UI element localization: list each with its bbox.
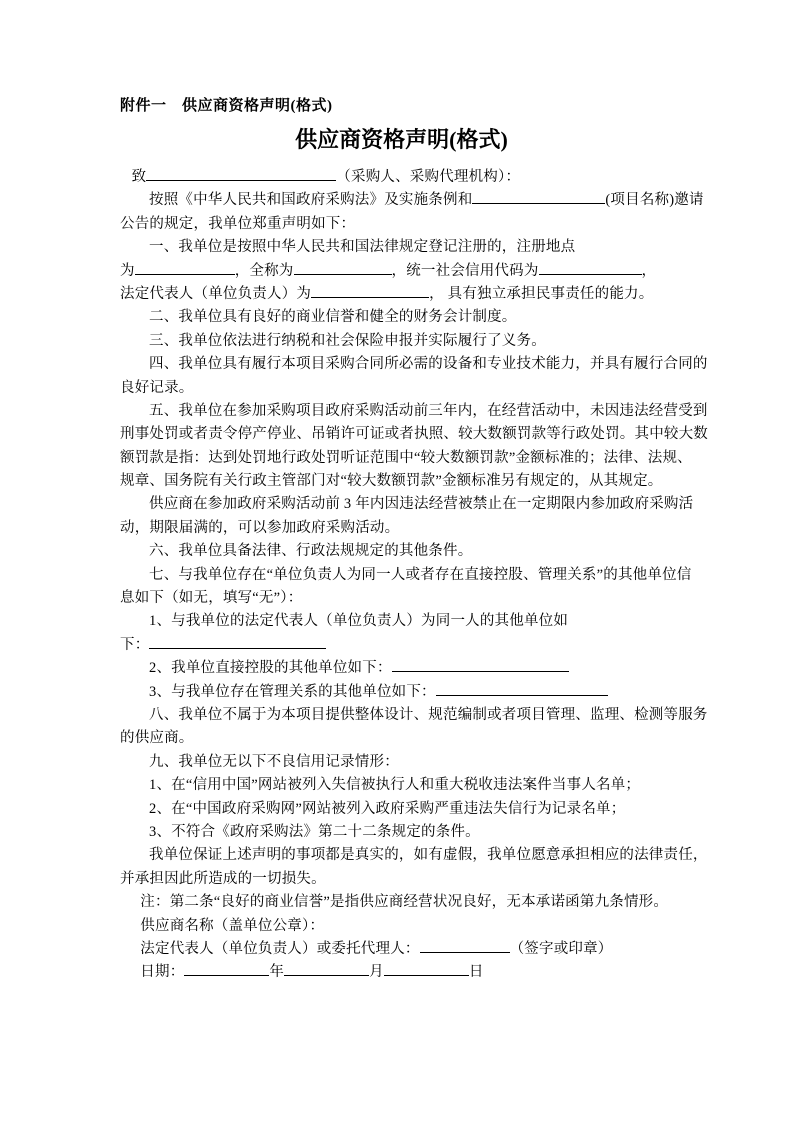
text-run: 2、在“中国政府采购网”网站被列入政府采购严重违法失信行为记录名单； bbox=[149, 800, 626, 817]
blank-field bbox=[284, 962, 369, 976]
document-line bbox=[120, 540, 683, 563]
text-run: 并承担因此所造成的一切损失。 bbox=[120, 870, 326, 887]
text-run: 的供应商。 bbox=[120, 730, 194, 747]
document-line bbox=[120, 915, 683, 938]
document-line bbox=[120, 938, 683, 961]
document-lines bbox=[120, 166, 708, 985]
blank-field bbox=[384, 962, 469, 976]
text-run: （采购人、采购代理机构）： bbox=[336, 169, 521, 185]
document-line bbox=[120, 961, 683, 984]
document-line bbox=[120, 798, 683, 821]
text-run: 1、与我单位的法定代表人（单位负责人）为同一人的其他单位如 bbox=[149, 613, 569, 630]
document-line bbox=[120, 821, 683, 844]
blank-field bbox=[149, 635, 326, 649]
text-run: ， bbox=[641, 262, 657, 279]
document-line bbox=[120, 727, 683, 750]
text-run: 规章、国务院有关行政主管部门对“较大数额罚款”金额标准另有规定的，从其规定。 bbox=[120, 473, 663, 490]
attachment-heading: 附件一 供应商资格声明(格式) bbox=[120, 98, 333, 114]
blank-field bbox=[184, 962, 269, 976]
document-line bbox=[120, 774, 683, 797]
document-line bbox=[120, 868, 683, 891]
document-line bbox=[120, 751, 683, 774]
document-line bbox=[120, 564, 692, 587]
page-title: 供应商资格声明(格式) bbox=[295, 127, 508, 152]
document-line bbox=[120, 634, 683, 657]
document-line bbox=[120, 681, 683, 704]
text-run: 日 bbox=[468, 964, 484, 981]
text-run: ，全称为 bbox=[234, 262, 294, 279]
document-line bbox=[120, 447, 692, 470]
document-line bbox=[120, 587, 683, 610]
document-line bbox=[120, 260, 683, 283]
text-run: 二、我单位具有良好的商业信誉和健全的财务会计制度。 bbox=[149, 309, 517, 326]
text-run: 月 bbox=[369, 964, 384, 981]
blank-field bbox=[392, 658, 569, 672]
blank-field bbox=[420, 939, 510, 953]
text-run: 3、与我单位存在管理关系的其他单位如下： bbox=[149, 683, 436, 700]
text-run: 2、我单位直接控股的其他单位如下： bbox=[149, 660, 392, 677]
document-line bbox=[120, 283, 683, 306]
document-line bbox=[120, 400, 708, 423]
document-line bbox=[120, 470, 683, 493]
text-run: 年 bbox=[269, 964, 285, 981]
text-run: 额罚款是指：达到处罚地行政处罚听证范围中“较大数额罚款”金额标准的；法律、法规、 bbox=[120, 449, 692, 466]
text-run: 我单位保证上述声明的事项都是真实的，如有虚假，我单位愿意承担相应的法律责任， bbox=[149, 847, 708, 864]
text-run: （签字或印章） bbox=[509, 940, 613, 957]
text-run: 刑事处罚或者责令停产停业、吊销许可证或者执照、较大数额罚款等行政处罚。其中较大数 bbox=[120, 426, 708, 443]
text-run: 注：第二条“良好的商业信誉”是指供应商经营状况良好，无本承诺函第九条情形。 bbox=[140, 894, 669, 911]
text-run: 法定代表人（单位负责人）或委托代理人： bbox=[140, 940, 420, 957]
text-run: 日期： bbox=[140, 964, 185, 981]
document-line bbox=[120, 657, 683, 680]
text-run: 七、与我单位存在“单位负责人为同一人或者存在直接控股、管理关系”的其他单位信 bbox=[149, 566, 692, 583]
text-run: ，统一社会信用代码为 bbox=[391, 262, 539, 279]
document-line bbox=[120, 610, 683, 633]
document-line bbox=[120, 517, 683, 540]
blank-field bbox=[472, 190, 605, 204]
document-line bbox=[120, 236, 683, 259]
document-line bbox=[120, 189, 704, 212]
text-run: 致 bbox=[131, 169, 147, 185]
text-run: 为 bbox=[120, 262, 135, 279]
text-run: 按照《中华人民共和国政府采购法》及实施条例和 bbox=[149, 192, 473, 209]
text-run: 八、我单位不属于为本项目提供整体设计、规范编制或者项目管理、监理、检测等服务 bbox=[149, 706, 708, 723]
text-run: 公告的规定，我单位郑重声明如下： bbox=[120, 215, 356, 232]
text-run: (项目名称)邀请 bbox=[605, 192, 704, 209]
document-line bbox=[120, 423, 708, 446]
text-run: 良好记录。 bbox=[120, 379, 194, 396]
blank-field bbox=[436, 682, 608, 696]
text-run: 动，期限届满的，可以参加政府采购活动。 bbox=[120, 519, 400, 536]
document-line bbox=[120, 353, 708, 376]
blank-field bbox=[146, 167, 336, 181]
document-line bbox=[120, 704, 708, 727]
document-line bbox=[120, 844, 708, 867]
text-run: ， 具有独立承担民事责任的能力。 bbox=[429, 285, 654, 302]
text-run: 九、我单位无以下不良信用记录情形： bbox=[149, 753, 399, 770]
document-line bbox=[120, 493, 694, 516]
document-line bbox=[120, 213, 683, 236]
document-line bbox=[120, 330, 683, 353]
text-run: 法定代表人（单位负责人）为 bbox=[120, 285, 312, 302]
text-run: 3、不符合《政府采购法》第二十二条规定的条件。 bbox=[149, 823, 480, 840]
text-run: 三、我单位依法进行纳税和社会保险申报并实际履行了义务。 bbox=[149, 332, 546, 349]
text-run: 1、在“信用中国”网站被列入失信被执行人和重大税收违法案件当事人名单； bbox=[149, 777, 641, 794]
text-run: 供应商名称（盖单位公章）： bbox=[140, 917, 325, 934]
text-run: 息如下（如无，填写“无”）： bbox=[120, 590, 303, 607]
text-run: 四、我单位具有履行本项目采购合同所必需的设备和专业技术能力，并具有履行合同的 bbox=[149, 356, 708, 373]
blank-field bbox=[135, 261, 235, 275]
text-run: 五、我单位在参加采购项目政府采购活动前三年内，在经营活动中，未因违法经营受到 bbox=[149, 402, 708, 419]
text-run: 下： bbox=[120, 636, 150, 653]
blank-field bbox=[294, 261, 392, 275]
blank-field bbox=[539, 261, 642, 275]
document-line bbox=[120, 377, 683, 400]
text-run: 供应商在参加政府采购活动前 3 年内因违法经营被禁止在一定期限内参加政府采购活 bbox=[149, 496, 694, 513]
text-run: 一、我单位是按照中华人民共和国法律规定登记注册的，注册地点 bbox=[149, 239, 576, 256]
blank-field bbox=[311, 284, 429, 298]
document-line bbox=[120, 166, 683, 189]
document-line bbox=[120, 891, 683, 914]
document-line bbox=[120, 306, 683, 329]
text-run: 六、我单位具备法律、行政法规规定的其他条件。 bbox=[149, 543, 473, 560]
